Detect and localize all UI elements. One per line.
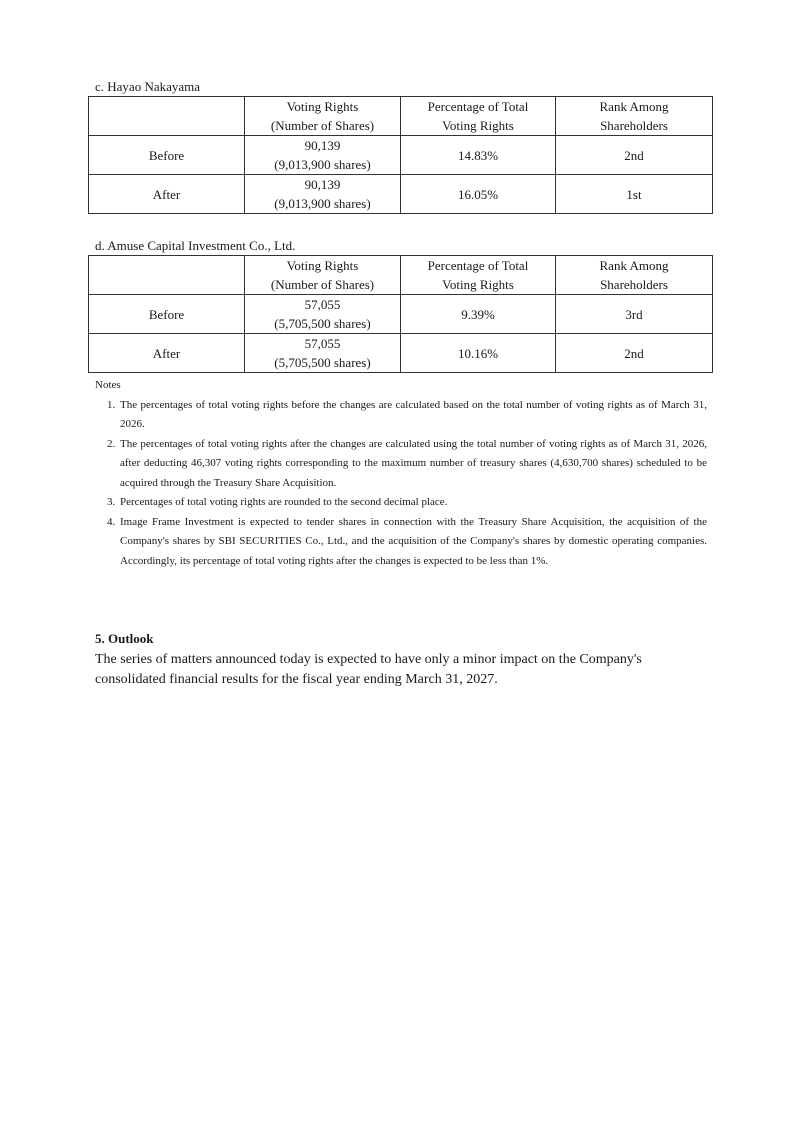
header-rank: Rank Among Shareholders bbox=[556, 256, 713, 295]
header-percentage: Percentage of Total Voting Rights bbox=[401, 256, 556, 295]
section-d-title: d. Amuse Capital Investment Co., Ltd. bbox=[95, 238, 296, 253]
note-number: 4. bbox=[107, 515, 116, 528]
header-empty-cell bbox=[89, 256, 245, 295]
table-header-row bbox=[89, 97, 713, 136]
rank-cell: 2nd bbox=[556, 334, 713, 373]
section-c-table bbox=[88, 96, 713, 214]
note-text: The percentages of total voting rights before the changes are calculated based on the total number of voting rights as of March 31, 2026. bbox=[120, 398, 707, 430]
table-row bbox=[89, 175, 713, 214]
note-number: 3. bbox=[107, 496, 116, 508]
note-item bbox=[95, 396, 707, 435]
rank-cell: 1st bbox=[556, 175, 713, 214]
notes-list bbox=[95, 396, 707, 572]
row-label: Before bbox=[89, 295, 245, 334]
note-item bbox=[95, 513, 707, 572]
table-header-row bbox=[89, 256, 713, 295]
header-voting-rights: Voting Rights (Number of Shares) bbox=[245, 97, 401, 136]
notes-heading: Notes bbox=[95, 379, 121, 391]
row-label: After bbox=[89, 334, 245, 373]
voting-rights-cell: 90,139 (9,013,900 shares) bbox=[245, 136, 401, 175]
table-row bbox=[89, 295, 713, 334]
voting-rights-cell: 90,139 (9,013,900 shares) bbox=[245, 175, 401, 214]
note-number: 2. bbox=[107, 437, 116, 450]
rank-cell: 2nd bbox=[556, 136, 713, 175]
outlook-body: The series of matters announced today is expected to have only a minor impact on the Company's consolidated financial results for the fiscal year ending March 31, 2027. bbox=[95, 652, 642, 687]
voting-rights-cell: 57,055 (5,705,500 shares) bbox=[245, 334, 401, 373]
header-percentage: Percentage of Total Voting Rights bbox=[401, 97, 556, 136]
note-text: The percentages of total voting rights after the changes are calculated using the total number of voting rights as of March 31, 2026, after deducting 46,307 voting rights corresponding to the maximum number of treasury shares (4,630,700 shares) scheduled to be acquired through the Treasury Share Acquisition. bbox=[120, 437, 707, 489]
table-row bbox=[89, 136, 713, 175]
header-rank: Rank Among Shareholders bbox=[556, 97, 713, 136]
outlook-heading: 5. Outlook bbox=[95, 631, 154, 646]
row-label: After bbox=[89, 175, 245, 214]
rank-cell: 3rd bbox=[556, 295, 713, 334]
percentage-cell: 10.16% bbox=[401, 334, 556, 373]
notes-section bbox=[95, 376, 707, 571]
header-empty-cell bbox=[89, 97, 245, 136]
note-text: Percentages of total voting rights are rounded to the second decimal place. bbox=[120, 496, 448, 508]
note-item bbox=[95, 435, 707, 494]
section-c-title: c. Hayao Nakayama bbox=[95, 79, 201, 94]
percentage-cell: 9.39% bbox=[401, 295, 556, 334]
table-row bbox=[89, 334, 713, 373]
percentage-cell: 16.05% bbox=[401, 175, 556, 214]
note-item bbox=[95, 493, 707, 513]
section-d-table bbox=[88, 255, 713, 373]
row-label: Before bbox=[89, 136, 245, 175]
voting-rights-cell: 57,055 (5,705,500 shares) bbox=[245, 295, 401, 334]
header-voting-rights: Voting Rights (Number of Shares) bbox=[245, 256, 401, 295]
note-text: Image Frame Investment is expected to tender shares in connection with the Treasury Share Acquisition, the acquisition of the Company's shares by SBI SECURITIES Co., Ltd., and the acquisition of the Company's shares by domestic operating companies. Accordingly, its percentage of total voting rights after the changes is expected to be less than 1%. bbox=[120, 515, 707, 567]
note-number: 1. bbox=[107, 398, 116, 411]
percentage-cell: 14.83% bbox=[401, 136, 556, 175]
